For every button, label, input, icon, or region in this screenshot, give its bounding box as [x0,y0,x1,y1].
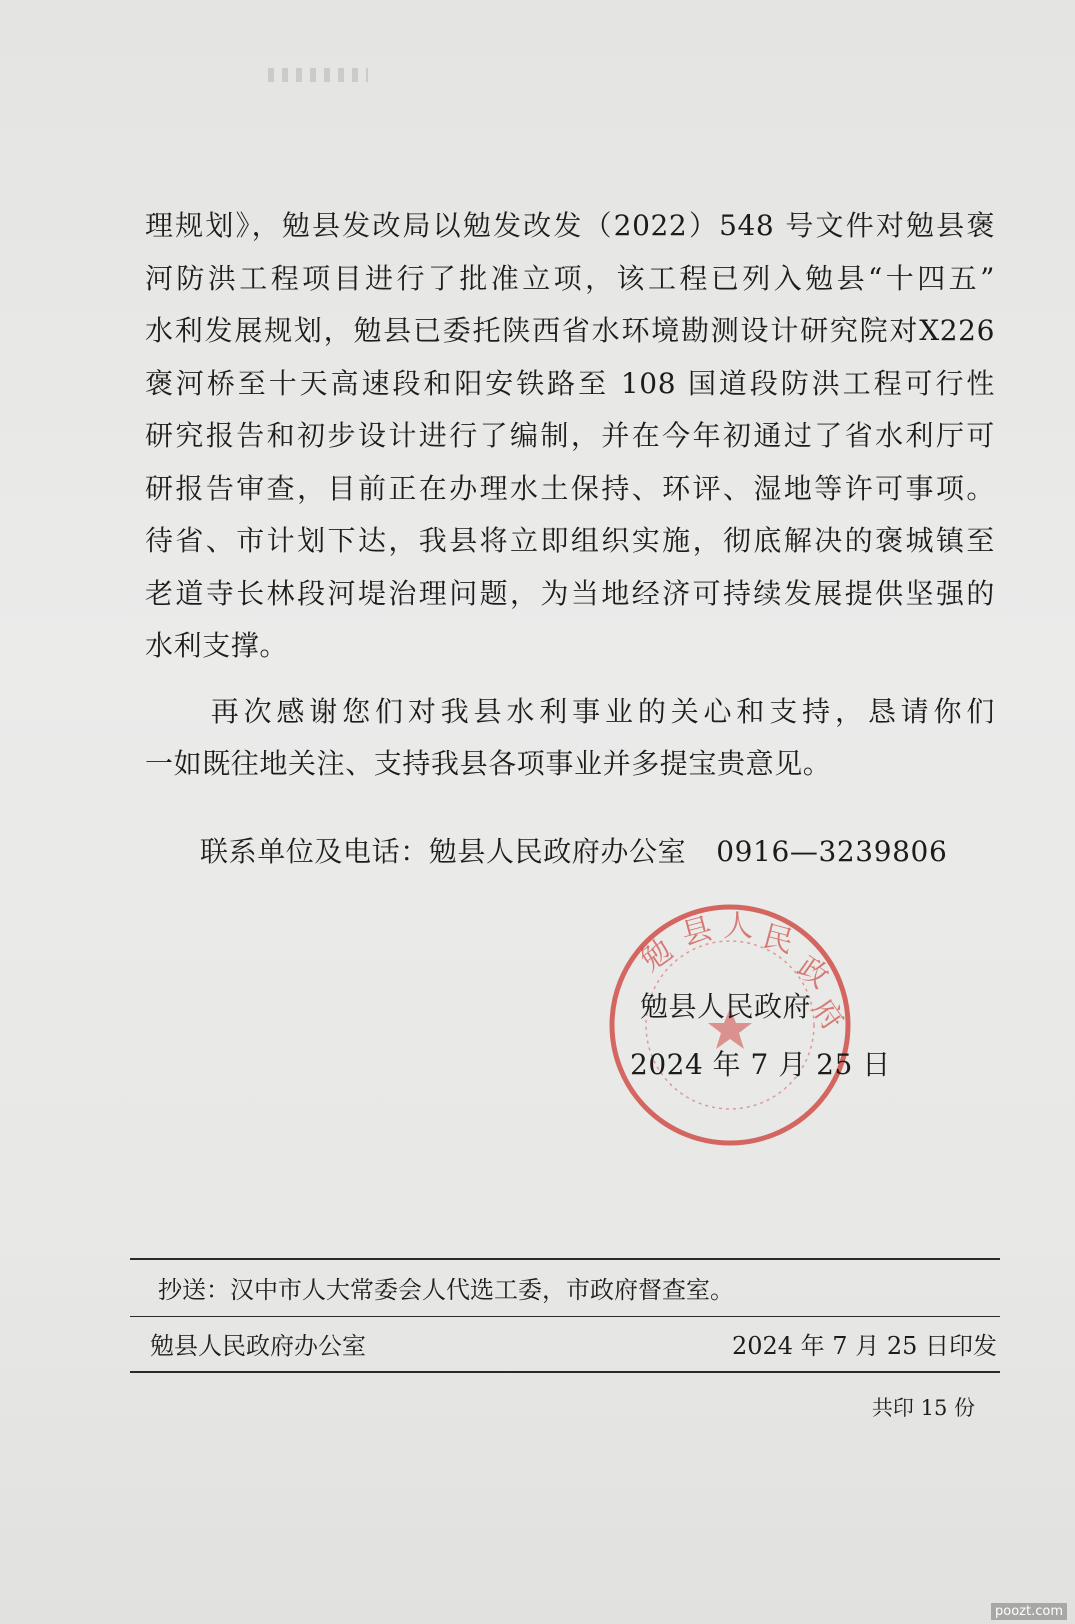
body-line: 水利支撑。 [145,629,289,662]
print-date: 2024 年 7 月 25 日印发 [731,1332,997,1360]
site-watermark: poozt.com [991,1603,1067,1620]
contact-info [200,830,947,870]
svg-text:政: 政 [790,949,836,996]
svg-text:勉: 勉 [634,932,680,979]
issuer-name: 勉县人民政府 [640,990,812,1023]
printing-office: 勉县人民政府办公室 [150,1332,366,1360]
body-line: 老道寺长林段河堤治理问题，为当地经济可持续发展提供坚强的 [145,576,995,610]
body-line: 研报告审查，目前正在办理水土保持、环评、湿地等许可事项。 [145,471,995,505]
closing-line: 再次感谢您们对我县水利事业的关心和支持，恳请你们 [145,694,995,728]
footer-divider [130,1371,1000,1373]
svg-text:民: 民 [758,918,797,961]
body-line: 褒河桥至十天高速段和阳安铁路至 108 国道段防洪工程可行性 [145,366,995,400]
body-line: 理规划》，勉县发改局以勉发改发（2022）548 号文件对勉县褒 [145,209,995,242]
body-line: 水利发展规划，勉县已委托陕西省水环境勘测设计研究院对X226 [145,314,995,347]
svg-text:人: 人 [723,909,753,944]
official-seal-icon [605,900,855,1150]
footer-divider [130,1258,1000,1260]
svg-text:府: 府 [804,992,851,1038]
contact-phone: 0916—3239806 [716,835,948,868]
copies-count: 共印 15 份 [871,1396,975,1420]
body-line: 待省、市计划下达，我县将立即组织实施，彻底解决的褒城镇至 [145,524,995,557]
contact-label: 联系单位及电话：勉县人民政府办公室 [200,835,687,868]
signature-date: 2024 年 7 月 25 日 [630,1048,891,1081]
closing-line: 一如既往地关注、支持我县各项事业并多提宝贵意见。 [145,747,832,780]
body-paragraph [145,200,995,673]
footer-divider [130,1316,1000,1317]
body-line: 河防洪工程项目进行了批准立项，该工程已列入勉县“十四五” [145,261,995,295]
letter-body [145,200,995,791]
body-line: 研究报告和初步设计进行了编制，并在今年初通过了省水利厅可 [145,419,995,452]
closing-paragraph [145,686,995,791]
cc-line: 抄送：汉中市人大常委会人代选工委，市政府督查室。 [158,1276,734,1304]
svg-text:县: 县 [678,911,717,953]
scan-artifact [268,68,368,82]
